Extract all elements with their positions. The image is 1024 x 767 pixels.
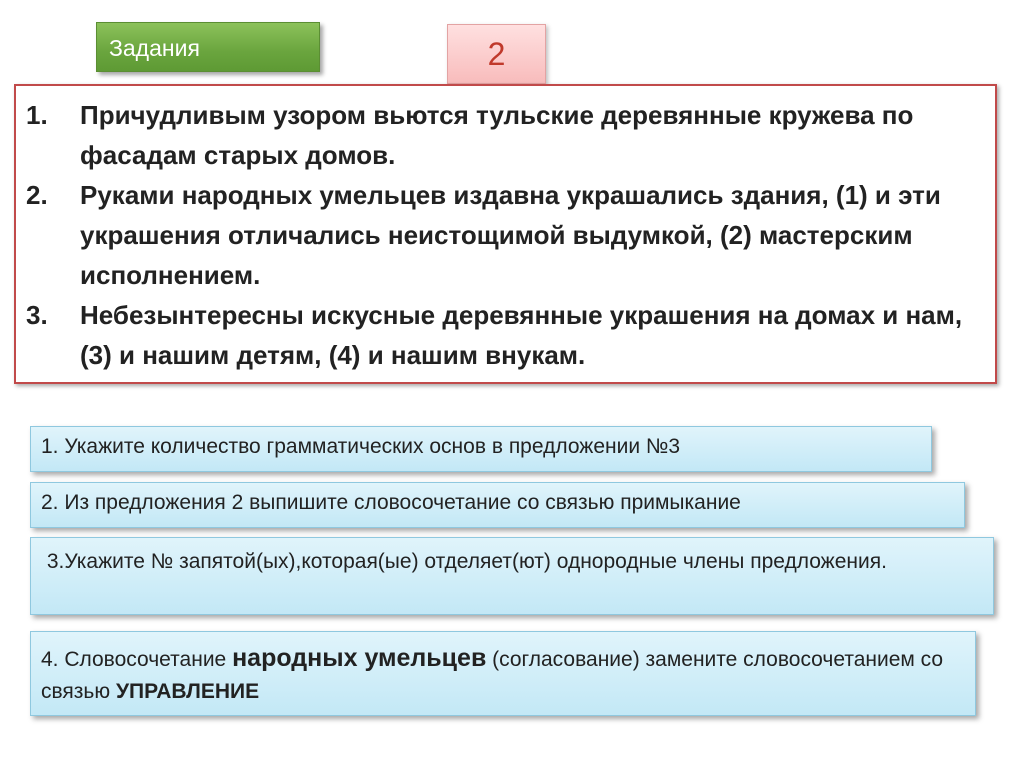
task-box-2 (30, 482, 965, 528)
sentence-text: Руками народных умельцев издавна украшались здания, (1) и эти украшения отличались неистощимой выдумкой, (2) мастерским исполнением. (80, 180, 941, 290)
tasks-title-badge (96, 22, 320, 72)
sentences-list (16, 86, 995, 375)
task-text-2: 2. Из предложения 2 выпишите словосочетание со связью примыкание (41, 491, 741, 514)
task-text-3: 3.Укажите № запятой(ых),которая(ые) отделяет(ют) однородные члены предложения. (41, 550, 887, 573)
sentences-box (14, 84, 997, 384)
task-box-1 (30, 426, 932, 472)
task-text-4-part1: 4. Словосочетание (41, 648, 233, 671)
task-text-4-keyword: УПРАВЛЕНИЕ (115, 680, 260, 703)
sentence-number: 3. (26, 300, 48, 330)
task-box-4 (30, 631, 976, 716)
task-text-1: 1. Укажите количество грамматических основ в предложении №3 (41, 435, 681, 458)
sentence-item (26, 175, 985, 295)
tasks-title: Задания (109, 35, 200, 61)
task-text-4-phrase: народных умельцев (232, 644, 487, 672)
slide-number-badge (447, 24, 546, 84)
sentence-text: Небезынтересны искусные деревянные украшения на домах и нам, (3) и нашим детям, (4) и нашим внукам. (80, 300, 963, 370)
sentence-item (26, 95, 985, 175)
sentence-number: 1. (26, 100, 48, 130)
slide-number: 2 (487, 36, 506, 72)
sentence-item (26, 295, 985, 375)
task-box-3 (30, 537, 994, 615)
task-text-4-part3: (согласование) замените словосочетанием со связью (41, 648, 949, 703)
sentence-number: 2. (26, 180, 48, 210)
sentence-text: Причудливым узором вьются тульские деревянные кружева по фасадам старых домов. (80, 100, 914, 170)
